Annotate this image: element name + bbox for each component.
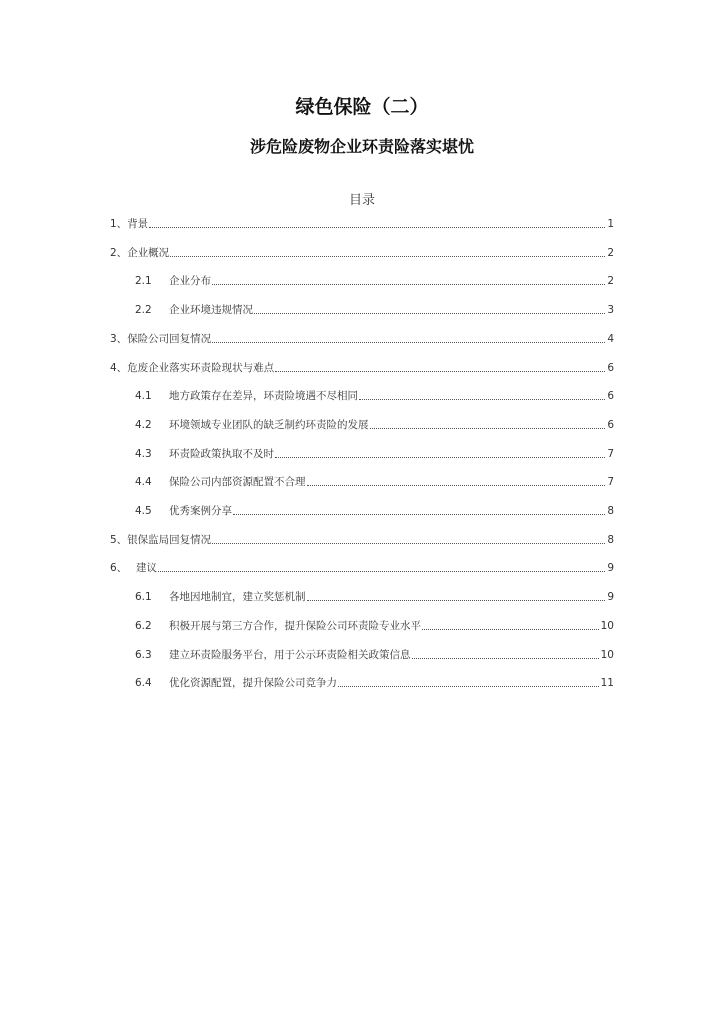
toc-entry-label: 企业分布 [169,275,211,288]
toc-page-number: 7 [607,476,614,489]
toc-entry-number: 4.5 [135,505,152,517]
toc-entry-label: 环境领域专业团队的缺乏制约环责险的发展 [169,418,369,431]
toc-dot-leader [212,543,605,544]
toc-entry[interactable] [110,242,614,260]
toc-page-number: 6 [607,390,614,403]
toc-entry-label: 优秀案例分享 [169,505,232,517]
toc-page-number: 4 [607,332,614,345]
toc-dot-leader [233,514,605,515]
toc-dot-leader [212,284,605,285]
toc-entry-number: 1、 [110,218,128,230]
toc-entry-number: 2、 [110,246,128,259]
toc-entry-number: 6、 [110,562,128,575]
toc-entry-label: 背景 [127,218,149,230]
toc-dot-leader [275,371,605,372]
toc-dot-leader [359,399,605,400]
toc-entry-number: 5、 [110,533,128,546]
toc-entry-label: 保险公司内部资源配置不合理 [169,476,306,489]
toc-entry[interactable] [135,299,614,317]
toc-entry[interactable] [135,414,614,432]
toc-entry-number: 6.1 [135,591,152,604]
toc-page-number: 8 [607,533,614,546]
toc-dot-leader [307,600,606,601]
toc-dot-leader [254,313,605,314]
toc-page-number: 10 [600,619,614,632]
toc-dot-leader [170,256,605,257]
toc-entry-number: 6.3 [135,648,152,661]
toc-entry[interactable] [110,213,614,231]
toc-entry-label: 银保监局回复情况 [127,533,212,546]
toc-dot-leader [275,457,605,458]
toc-entry-number: 4.3 [135,447,152,460]
toc-entry-label: 保险公司回复情况 [127,332,212,345]
toc-dot-leader [422,629,599,630]
toc-entry[interactable] [135,586,614,604]
toc-page-number: 9 [607,591,614,604]
toc-entry-number: 3、 [110,332,128,345]
toc-entry-number: 6.2 [135,619,152,632]
toc-entry-label: 优化资源配置，提升保险公司竞争力 [169,677,337,690]
toc-entry[interactable] [135,672,614,690]
toc-page-number: 10 [600,648,614,661]
toc-entry-label: 企业环境违规情况 [169,304,253,317]
toc-entry-number: 4.4 [135,476,152,489]
toc-entry-number: 4.2 [135,418,152,431]
toc-entry-label: 积极开展与第三方合作，提升保险公司环责险专业水平 [169,619,421,632]
toc-entry[interactable] [135,443,614,461]
toc-entry-number: 2.2 [135,304,152,317]
toc-page-number: 6 [607,418,614,431]
toc-entry[interactable] [110,328,614,346]
toc-entry[interactable] [135,385,614,403]
toc-entry[interactable] [135,615,614,633]
toc-page-number: 9 [607,562,614,575]
toc-page-number: 1 [607,218,614,230]
document-subtitle: 涉危险废物企业环责险落实堪忧 [249,137,474,156]
toc-entry[interactable] [135,270,614,288]
toc-entry-label: 建议 [136,562,157,575]
toc-page-number: 8 [607,505,614,517]
toc-dot-leader [370,428,606,429]
toc-entry-number: 4.1 [135,390,152,403]
toc-page-number: 3 [607,304,614,317]
toc-entry-label: 地方政策存在差异，环责险境遇不尽相同 [169,390,358,403]
toc-dot-leader [158,571,605,572]
toc-page-number: 7 [607,447,614,460]
toc-dot-leader [412,658,599,659]
toc-entry-label: 环责险政策执取不及时 [169,447,274,460]
toc-entry[interactable] [135,500,614,518]
toc-page-number: 2 [607,246,614,259]
toc-dot-leader [212,342,605,343]
toc-entry[interactable] [110,357,614,375]
toc-entry-label: 危废企业落实环责险现状与难点 [127,361,275,374]
toc-heading: 目录 [348,193,375,208]
toc-dot-leader [338,686,599,687]
toc-entry-label: 各地因地制宜，建立奖惩机制 [169,591,306,604]
toc-entry-label: 建立环责险服务平台，用于公示环责险相关政策信息 [169,648,411,661]
toc-entry[interactable] [110,557,614,575]
toc-page-number: 11 [600,677,614,690]
toc-entry-label: 企业概况 [127,246,170,259]
toc-entry[interactable] [110,529,614,547]
toc-entry-number: 2.1 [135,275,152,288]
toc-dot-leader [149,227,605,228]
toc-page-number: 6 [607,361,614,374]
toc-entry[interactable] [135,471,614,489]
toc-entry-number: 4、 [110,361,128,374]
toc-entry[interactable] [135,644,614,662]
toc-entry-number: 6.4 [135,677,152,690]
toc-dot-leader [307,485,606,486]
toc-page-number: 2 [607,275,614,288]
document-title: 绿色保险（二） [295,96,429,118]
